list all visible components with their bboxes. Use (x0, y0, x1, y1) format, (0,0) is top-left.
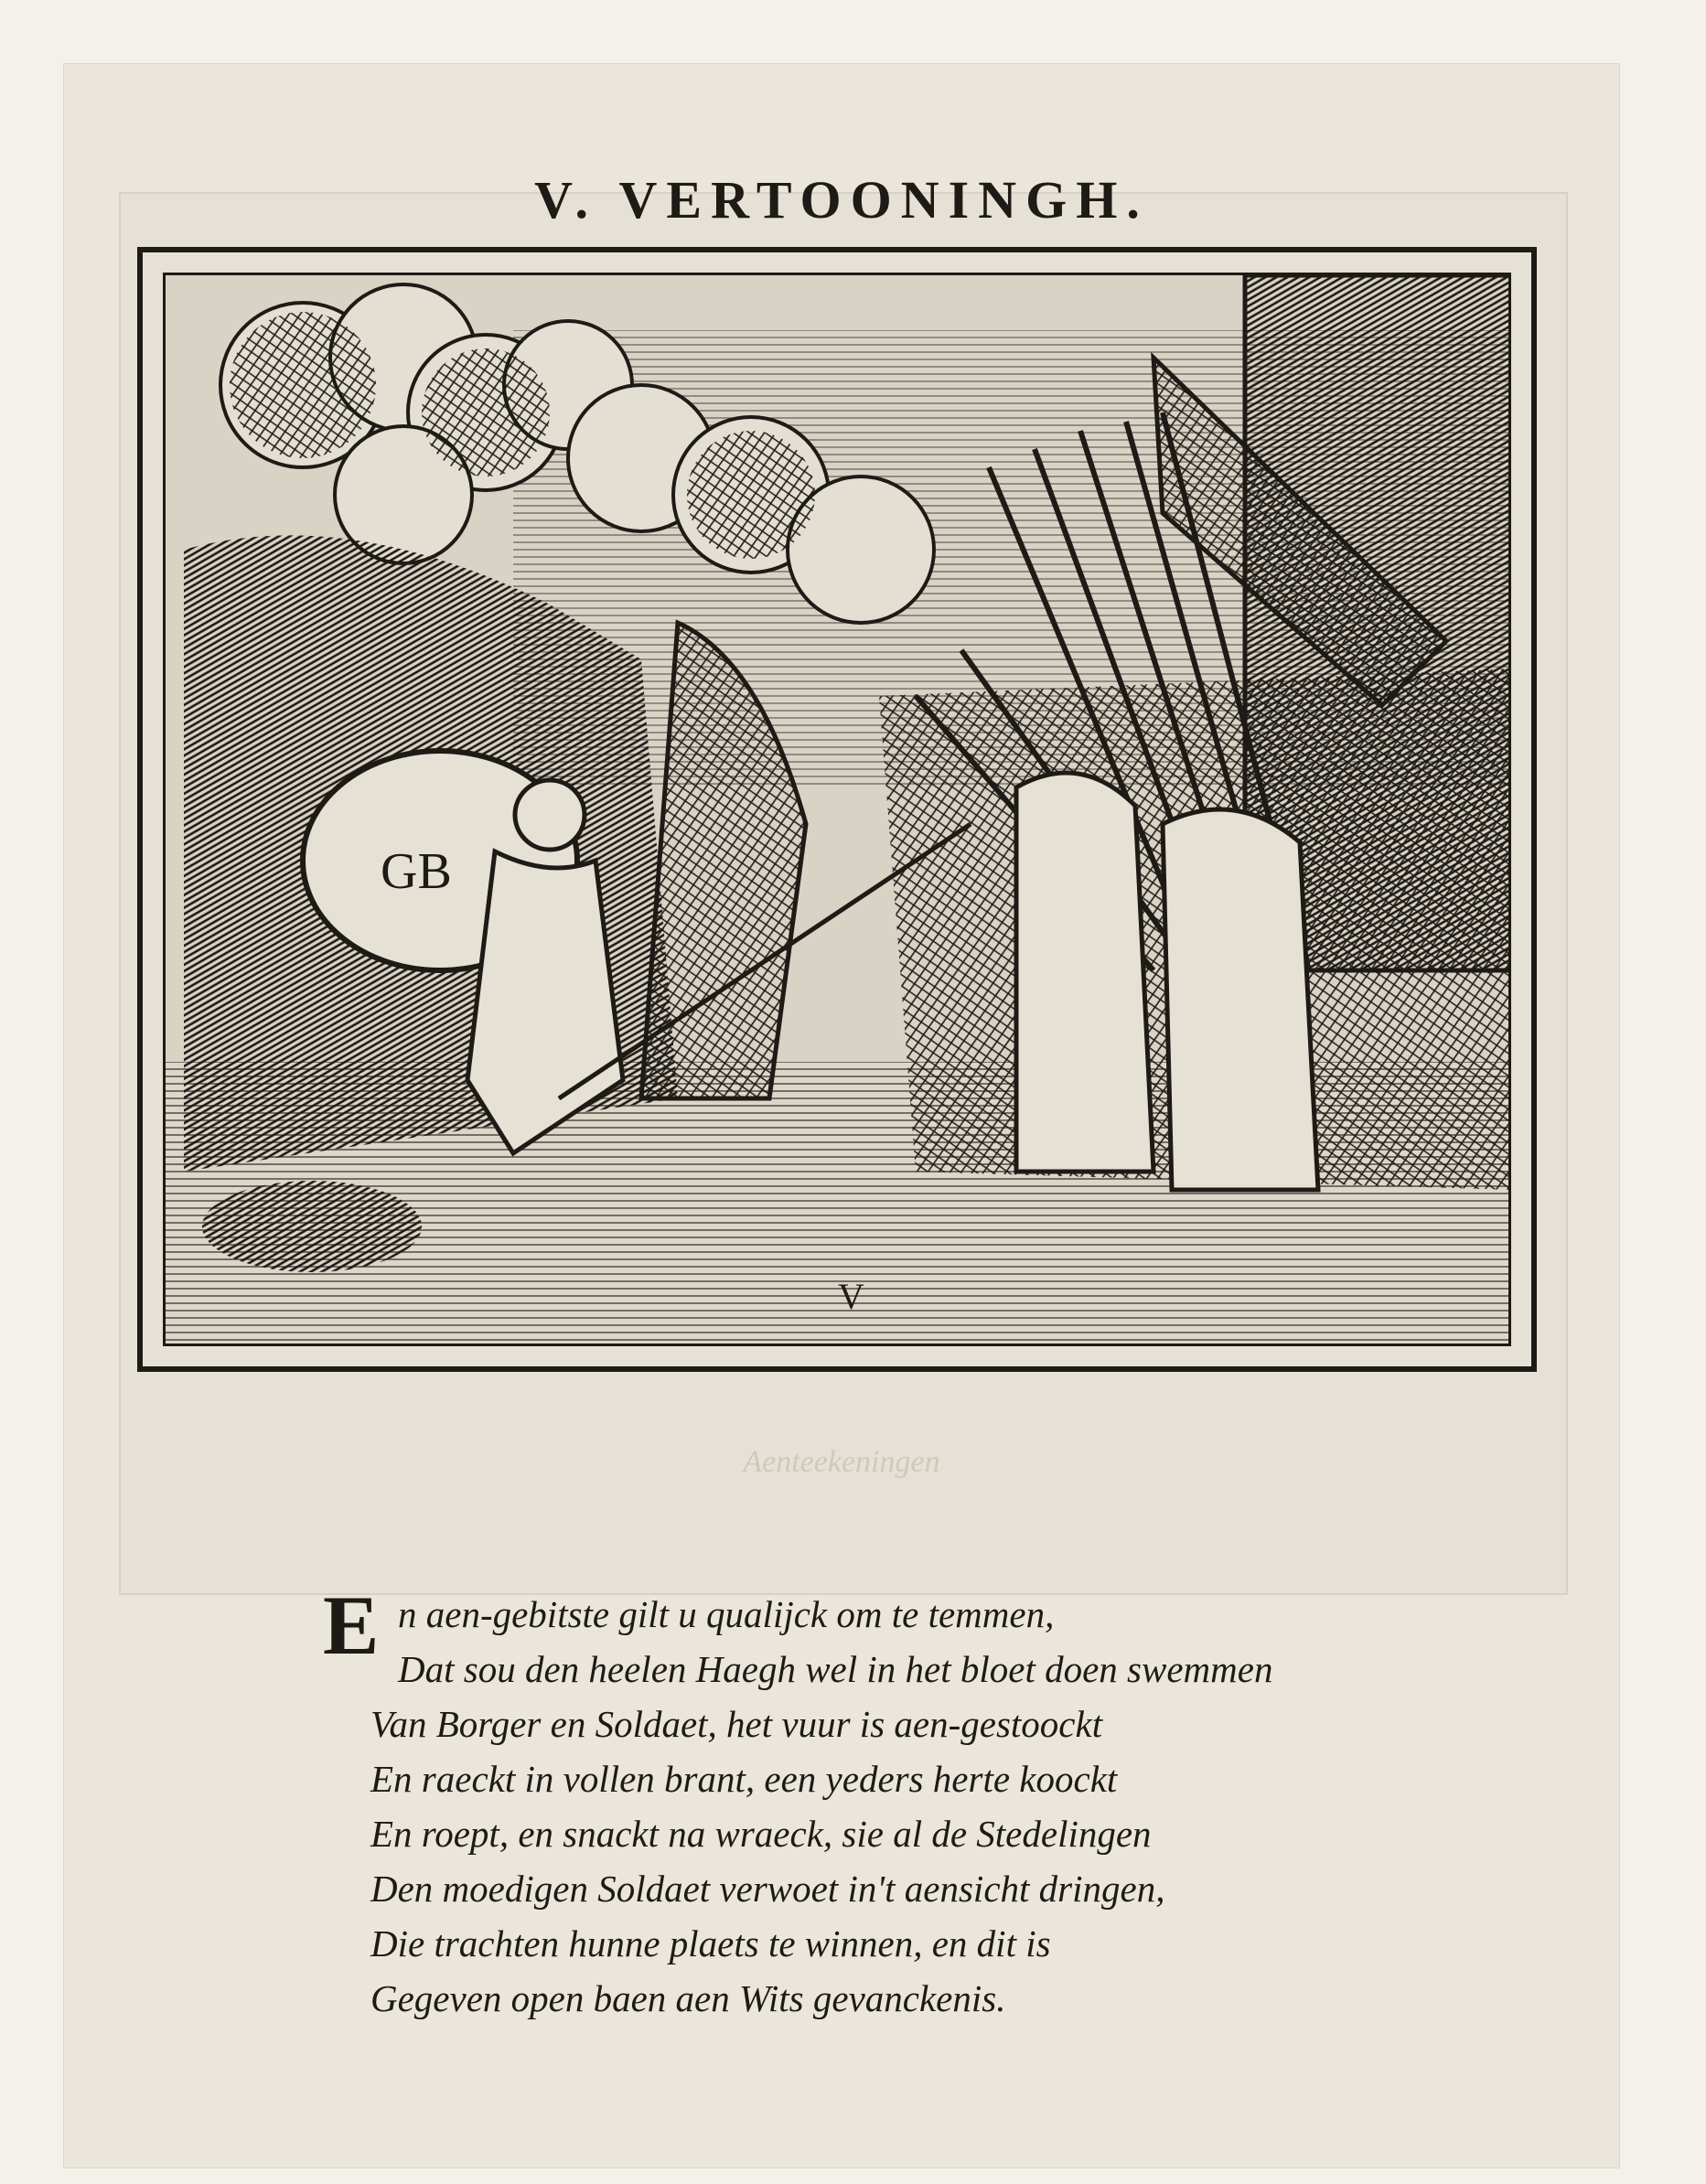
verse-block (323, 1579, 1560, 2026)
fallen-figure (202, 1181, 422, 1272)
image-letter: V (838, 1276, 864, 1317)
infantry-group (879, 669, 1511, 1190)
verse-line: Dat sou den heelen Haegh wel in het bloet doen swemmen (398, 1648, 1273, 1690)
plate-inscription: Aenteekeningen (743, 1445, 940, 1479)
battle-scene-illustration (166, 275, 1511, 1346)
verse-dropcap: E (323, 1579, 380, 1672)
horse-monogram: GB (381, 843, 452, 900)
verse-line: Den moedigen Soldaet verwoet in't aensicht dringen, (370, 1868, 1165, 1910)
verse-line: Die trachten hunne plaets te winnen, en dit is (370, 1922, 1051, 1965)
engraving-image (163, 273, 1511, 1346)
print-title: V. VERTOONINGH. (534, 170, 1149, 230)
engraving-frame (137, 247, 1537, 1372)
verse-line: n aen-gebitste gilt u qualijck om te temmen, (398, 1593, 1055, 1635)
verse-line: En raeckt in vollen brant, een yeders herte koockt (370, 1758, 1118, 1800)
verse-line: En roept, en snackt na wraeck, sie al de Stedelingen (370, 1813, 1152, 1855)
verse-line: Van Borger en Soldaet, het vuur is aen-gestoockt (370, 1703, 1103, 1745)
verse-line: Gegeven open baen aen Wits gevanckenis. (370, 1977, 1006, 2019)
